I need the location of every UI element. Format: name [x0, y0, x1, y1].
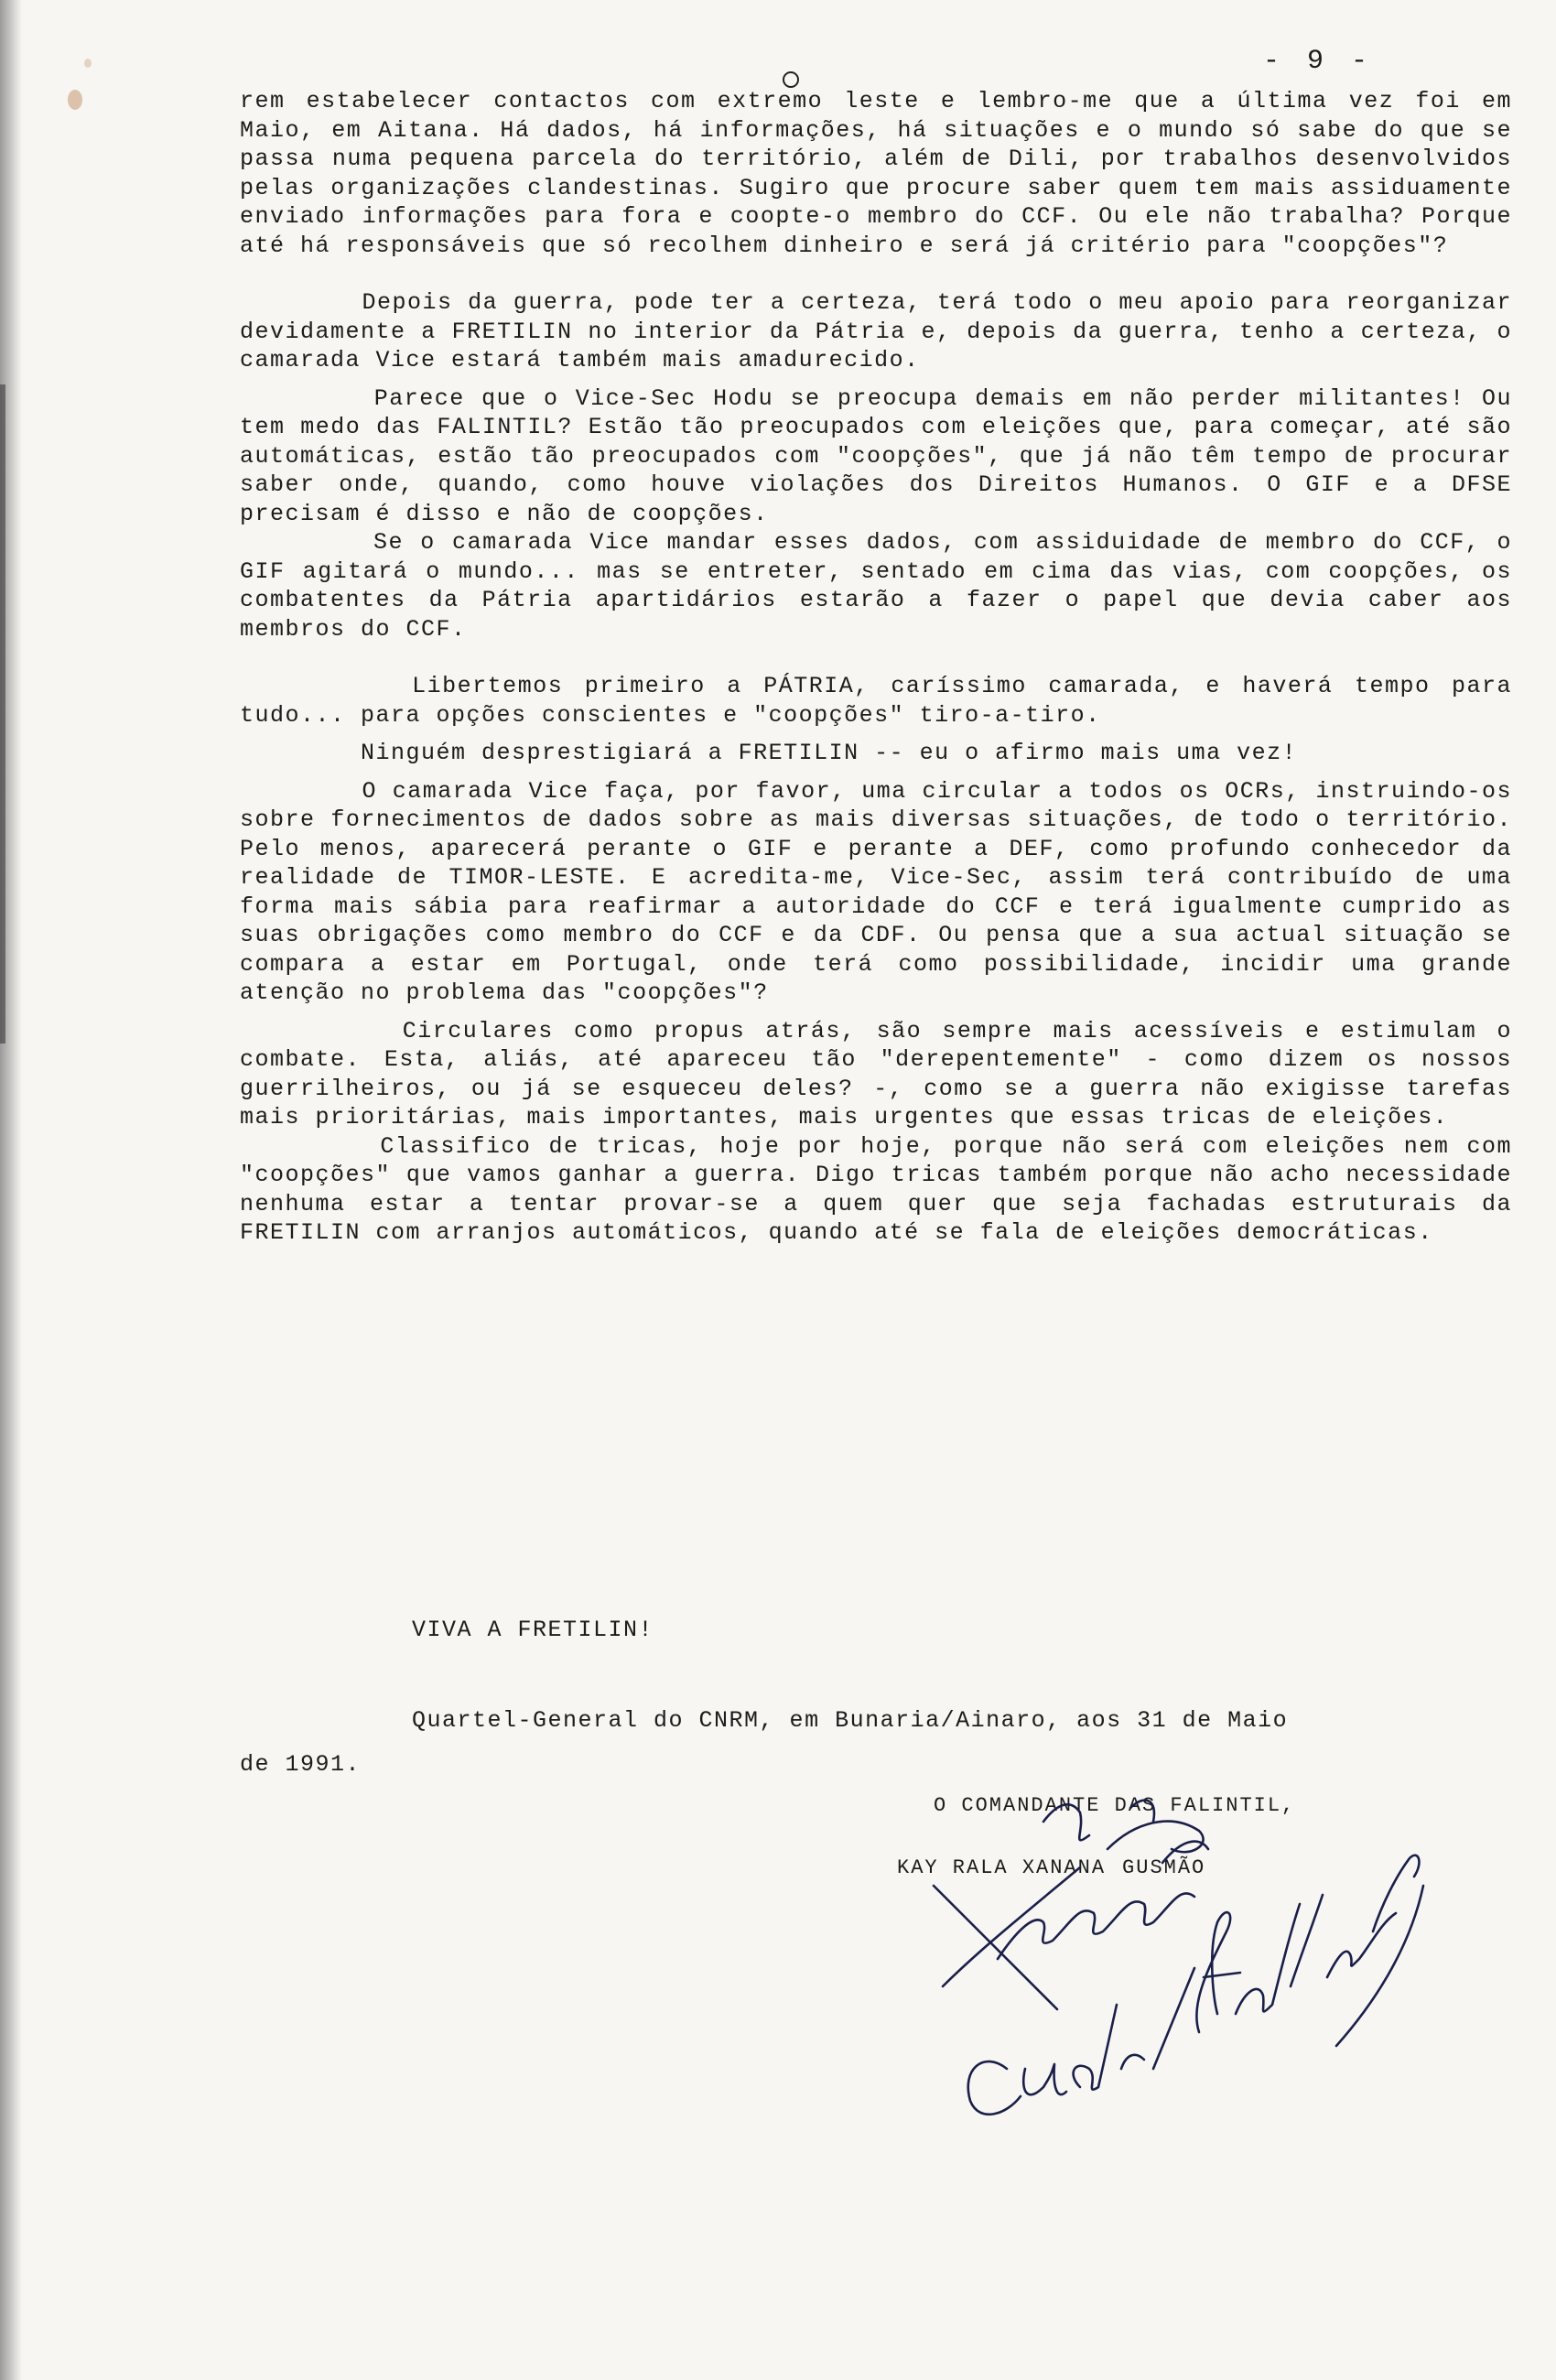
paragraph: Circulares como propus atrás, são sempre mais acessíveis e estimulam o combate. Esta, aliás, até apareceu tão "derepentemente" - como dizem os nossos guerrilheiros, ou já se esqueceu deles? -, como se a guerra não exigisse tarefas mais prioritárias, mais importantes, mais urgentes que essas tricas de eleições. — [240, 1017, 1528, 1130]
year-line: de 1991. — [240, 1751, 362, 1778]
paragraph: Depois da guerra, pode ter a certeza, terá todo o meu apoio para reorganizar devidamente a FRETILIN no interior da Pátria e, depois da guerra, tenho a certeza, o camarada Vice estará também mais amadurecido. — [240, 289, 1528, 373]
handwritten-signature — [897, 1794, 1464, 2179]
signer-surname: GUSMÃO — [1122, 1856, 1206, 1879]
binding-mark — [0, 384, 5, 1044]
signature-stroke — [968, 2061, 1021, 2115]
letter-body — [240, 87, 1528, 1248]
paragraph: Ninguém desprestigiará a FRETILIN -- eu o afirmo mais uma vez! — [240, 740, 1298, 766]
stain-mark — [68, 90, 82, 110]
stain-mark — [84, 59, 92, 68]
place-date — [240, 1699, 1512, 1787]
signature-stroke — [1373, 1855, 1419, 1931]
paragraph: Classifico de tricas, hoje por hoje, porque não será com eleições nem com "coopções" que vamos ganhar a guerra. Digo tricas também porque não acho necessidade nenhuma estar a tentar provar-se a quem quer que seja fachadas estruturais da FRETILIN com arranjos automáticos, quando até se fala de eleições democráticas. — [240, 1132, 1528, 1246]
paragraph: Libertemos primeiro a PÁTRIA, caríssimo camarada, e haverá tempo para tudo... para opções conscientes e "coopções" tiro-a-tiro. — [240, 673, 1528, 729]
paragraph: rem estabelecer contactos com extremo leste e lembro-me que a última vez foi em Maio, em Aitana. Há dados, há informações, há situações e o mundo só sabe do que se passa numa pequena parcela do território, além de Dili, por trabalhos desenvolvidos pelas organizações clandestinas. Sugiro que procure saber quem tem mais assiduamente enviado informações para fora e coopte-o membro do CCF. Ou ele não trabalha? Porque até há responsáveis que só recolhem dinheiro e será já critério para "coopções"? — [240, 88, 1528, 259]
signature-stroke — [1121, 2055, 1144, 2069]
signature-stroke — [1023, 2064, 1066, 2094]
closing-salutation: VIVA A FRETILIN! — [412, 1617, 654, 1643]
signature-stroke — [1204, 1973, 1240, 1977]
signature-block — [897, 1794, 1464, 2179]
paper-edge-shadow — [0, 0, 22, 2380]
signature-stroke — [1236, 1904, 1300, 2014]
signature-stroke — [1196, 1912, 1230, 2032]
paragraph: Parece que o Vice-Sec Hodu se preocupa demais em não perder militantes! Ou tem medo das FALINTIL? Estão tão preocupados com eleições que, para começar, até são automáticas, estão tão preocupados com "coopções", que já não têm tempo de procurar saber onde, quando, como houve violações dos Direitos Humanos. O GIF e a DFSE precisam é disso e não de coopções. — [240, 384, 1528, 527]
signature-stroke — [1074, 2005, 1117, 2090]
place-line: Quartel-General do CNRM, em Bunaria/Ainaro, aos 31 de Maio — [412, 1707, 1289, 1734]
signer-first-names: KAY RALA XANANA — [897, 1856, 1107, 1879]
paragraph: O camarada Vice faça, por favor, uma circular a todos os OCRs, instruindo-os sobre fornecimentos de dados sobre as mais diversas situações, de todo o território. Pelo menos, aparecerá perante o GIF e perante a DEF, como profundo conhecedor da realidade de TIMOR-LESTE. E acredita-me, Vice-Sec, assim terá contribuído de uma forma mais sábia para reafirmar a autoridade do CCF e terá igualmente cumprido as suas obrigações como membro do CCF e da CDF. Ou pensa que a sua actual situação se compara a estar em Portugal, onde terá como possibilidade, incidir uma grande atenção no problema das "coopções"? — [240, 777, 1528, 1006]
page-number: - 9 - — [1263, 46, 1374, 77]
signature-stroke — [1108, 1822, 1204, 1853]
signature-stroke — [1043, 1804, 1089, 1840]
signer-title: O COMANDANTE DAS FALINTIL, — [934, 1794, 1296, 1817]
signature-stroke — [1291, 1895, 1323, 1986]
signature-stroke — [943, 1867, 1080, 1986]
signature-stroke — [1153, 1968, 1194, 2069]
signature-stroke — [998, 1893, 1194, 1959]
signature-stroke — [934, 1886, 1057, 2009]
signature-stroke — [1130, 1801, 1154, 1822]
degree-mark — [783, 71, 799, 88]
signature-stroke — [1327, 1913, 1396, 1977]
paragraph: Se o camarada Vice mandar esses dados, com assiduidade de membro do CCF, o GIF agitará o mundo... mas se entreter, sentado em cima das vias, com coopções, os combatentes da Pátria apartidários estarão a fazer o papel que devia caber aos membros do CCF. — [240, 529, 1528, 643]
